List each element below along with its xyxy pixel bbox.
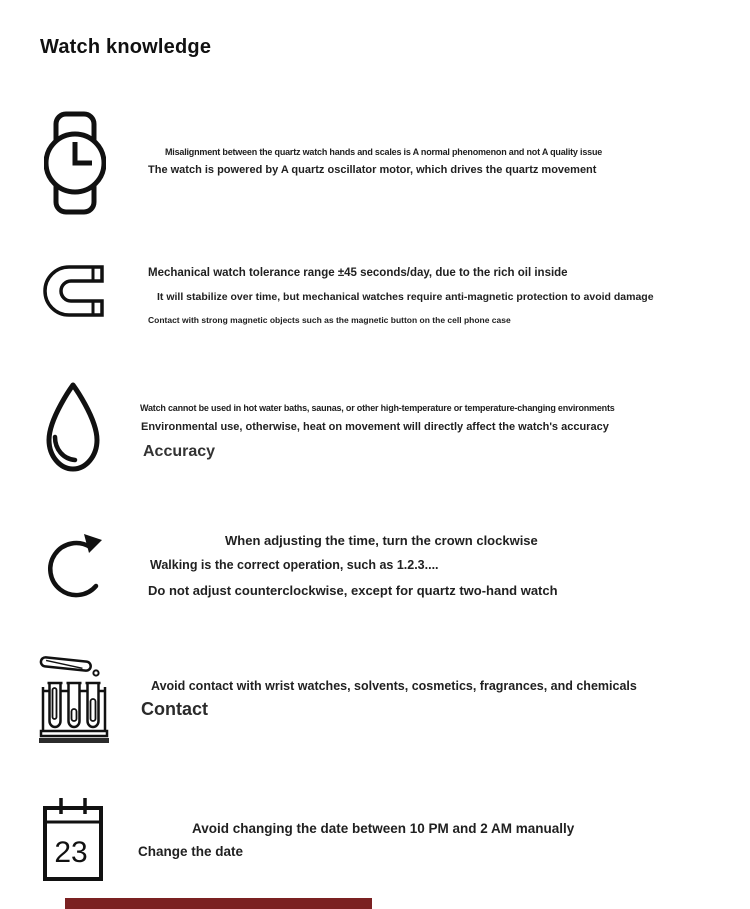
calendar-icon xyxy=(40,793,106,885)
section3-heading: Accuracy xyxy=(143,443,216,460)
section2-note: Contact with strong magnetic objects such as the magnetic button on the cell phone case xyxy=(148,315,511,325)
clockwise-arrow-icon xyxy=(44,527,110,611)
water-drop-icon xyxy=(40,380,106,476)
section4-line2: Walking is the correct operation, such as 1.2.3.... xyxy=(150,558,439,572)
section4-line3: Do not adjust counterclockwise, except for quartz two-hand watch xyxy=(148,583,558,598)
page-title: Watch knowledge xyxy=(40,36,212,58)
section4-line1: When adjusting the time, turn the crown clockwise xyxy=(225,533,538,548)
section3-note: Watch cannot be used in hot water baths, saunas, or other high-temperature or temperature-changing environments xyxy=(140,403,615,413)
calendar-day-number: 23 xyxy=(54,836,88,869)
section5-heading: Contact xyxy=(141,699,208,719)
footer-red-bar xyxy=(65,898,372,909)
section1-note: Misalignment between the quartz watch hands and scales is A normal phenomenon and not A quality issue xyxy=(165,147,603,157)
watch-icon xyxy=(44,110,106,216)
magnet-icon xyxy=(42,264,106,320)
section6-main: Avoid changing the date between 10 PM and 2 AM manually xyxy=(192,821,575,836)
section2-sub: It will stabilize over time, but mechanical watches require anti-magnetic protection to avoid damage xyxy=(157,291,654,303)
test-tubes-icon xyxy=(38,645,110,745)
section3-main: Environmental use, otherwise, heat on movement will directly affect the watch's accuracy xyxy=(141,421,609,433)
section1-main: The watch is powered by A quartz oscillator motor, which drives the quartz movement xyxy=(148,164,597,176)
section2-main: Mechanical watch tolerance range ±45 seconds/day, due to the rich oil inside xyxy=(148,267,568,279)
section5-main: Avoid contact with wrist watches, solvents, cosmetics, fragrances, and chemicals xyxy=(151,679,637,693)
section6-heading: Change the date xyxy=(138,844,244,859)
